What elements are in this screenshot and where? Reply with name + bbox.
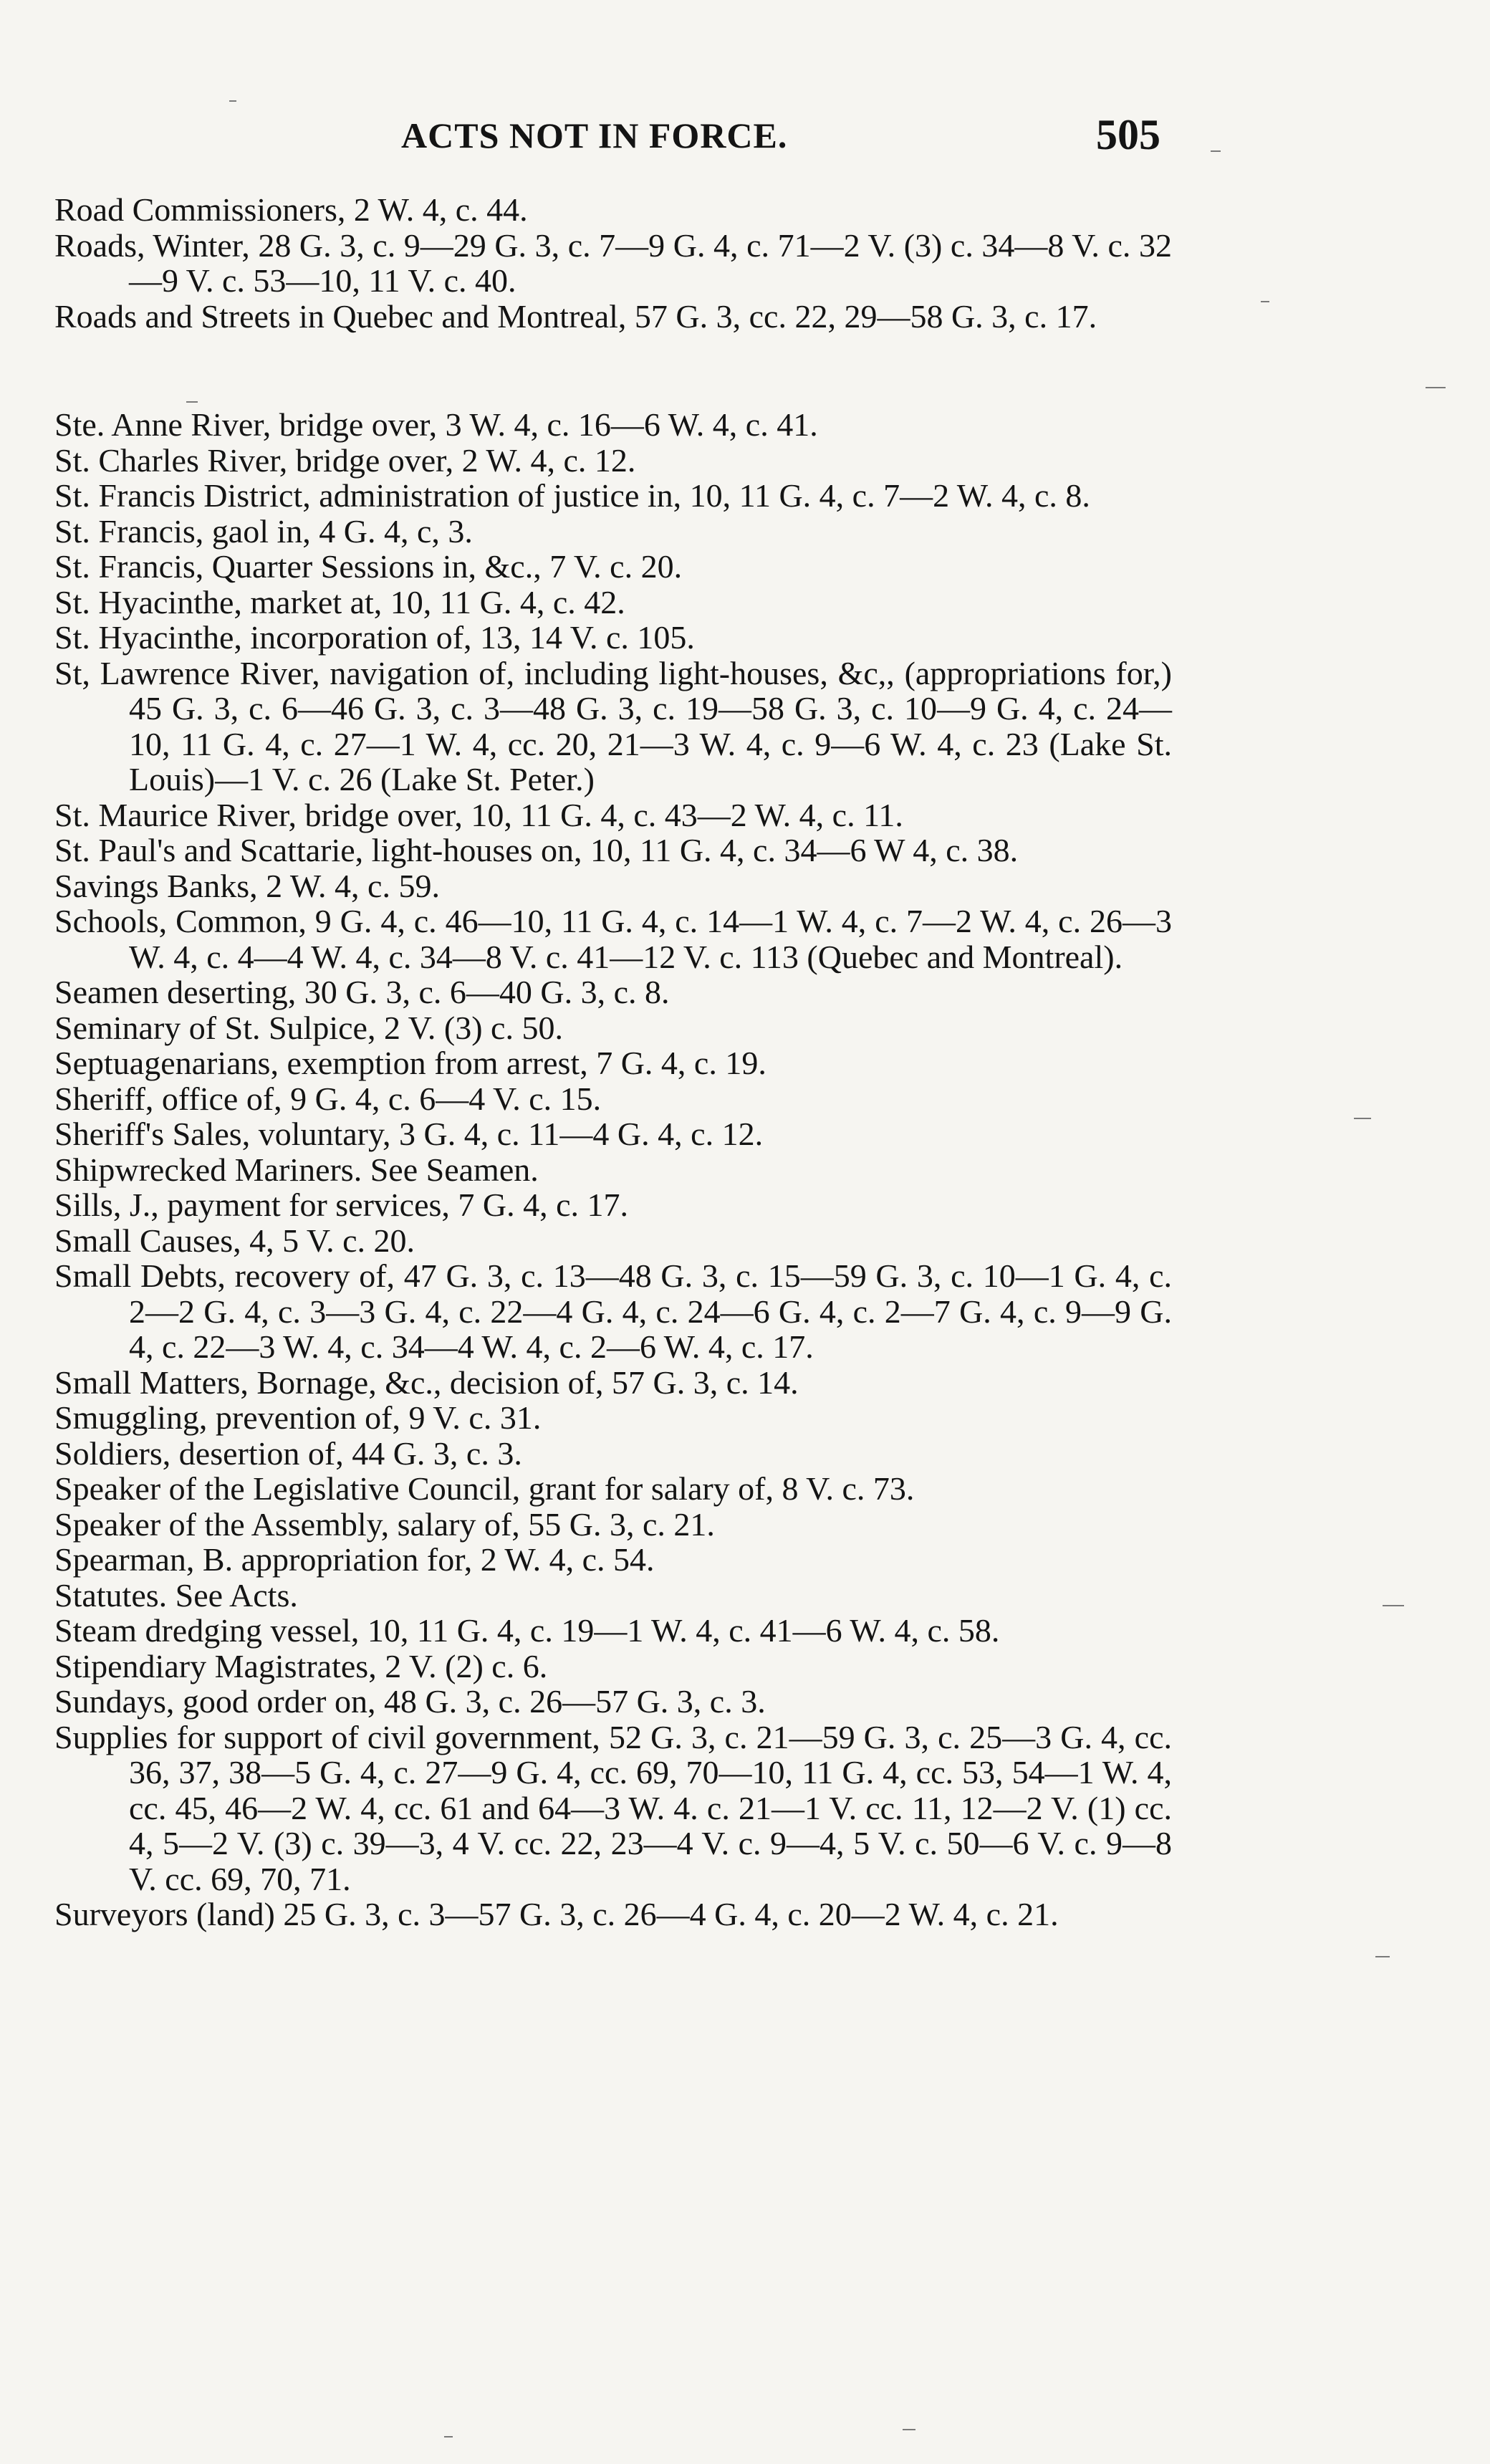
index-entry: St, Lawrence River, navigation of, including light-houses, &c,, (appropriations for,) 45 G. 3, c. 6—46 G. 3, c. 3—48 G. 3, c. 19—58 G. 3, c. 10—9 G. 4, c. 24—10, 11 G. 4, c. 27—1 W. 4, cc. 20, 21—3 W. 4, c. 9—6 W. 4, c. 23 (Lake St. Louis)—1 V. c. 26 (Lake St. Peter.) — [54, 654, 1172, 797]
index-entry: St. Hyacinthe, market at, 10, 11 G. 4, c. 42. — [54, 583, 625, 620]
index-entry: Small Debts, recovery of, 47 G. 3, c. 13—48 G. 3, c. 15—59 G. 3, c. 10—1 G. 4, c. 2—2 G. 4, c. 3—3 G. 4, c. 22—4 G. 4, c. 24—6 G. 4, c. 2—7 G. 4, c. 9—9 G. 4, c. 22—3 W. 4, c. 34—4 W. 4, c. 2—6 W. 4, c. 17. — [54, 1257, 1172, 1365]
index-entry: St. Francis, Quarter Sessions in, &c., 7 V. c. 20. — [54, 548, 683, 585]
index-entry: Septuagenarians, exemption from arrest, 7 G. 4, c. 19. — [54, 1045, 766, 1081]
index-entry: Sheriff, office of, 9 G. 4, c. 6—4 V. c. 15. — [54, 1080, 602, 1117]
index-entry: Sundays, good order on, 48 G. 3, c. 26—57 G. 3, c. 3. — [54, 1683, 766, 1720]
index-entry: St. Francis, gaol in, 4 G. 4, c, 3. — [54, 512, 473, 550]
index-entry: St. Francis District, administration of justice in, 10, 11 G. 4, c. 7—2 W. 4, c. 8. — [54, 477, 1090, 514]
index-entry: St. Paul's and Scattarie, light-houses on, 10, 11 G. 4, c. 34—6 W 4, c. 38. — [54, 832, 1019, 868]
index-entry: Surveyors (land) 25 G. 3, c. 3—57 G. 3, c. 26—4 G. 4, c. 20—2 W. 4, c. 21. — [54, 1896, 1059, 1932]
page-header — [0, 111, 1490, 172]
index-entry: Stipendiary Magistrates, 2 V. (2) c. 6. — [54, 1647, 548, 1684]
index-entry: Ste. Anne River, bridge over, 3 W. 4, c. 16—6 W. 4, c. 41. — [54, 406, 818, 443]
index-entry: Sills, J., payment for services, 7 G. 4, c. 17. — [54, 1187, 629, 1223]
index-entry: Savings Banks, 2 W. 4, c. 59. — [54, 867, 440, 904]
index-entry: Speaker of the Assembly, salary of, 55 G. 3, c. 21. — [54, 1505, 715, 1543]
index-entry: Schools, Common, 9 G. 4, c. 46—10, 11 G. 4, c. 14—1 W. 4, c. 7—2 W. 4, c. 26—3 W. 4, c. 4—4 W. 4, c. 34—8 V. c. 41—12 V. c. 113 (Quebec and Montreal). — [54, 903, 1172, 975]
index-entry: Seminary of St. Sulpice, 2 V. (3) c. 50. — [54, 1009, 563, 1046]
running-title: ACTS NOT IN FORCE. — [401, 115, 788, 155]
index-entry: Small Matters, Bornage, &c., decision of, 57 G. 3, c. 14. — [54, 1363, 799, 1401]
index-entry: Road Commissioners, 2 W. 4, c. 44. — [54, 191, 528, 228]
index-entry: Speaker of the Legislative Council, grant for salary of, 8 V. c. 73. — [54, 1470, 915, 1507]
index-entry: Shipwrecked Mariners. See Seamen. — [54, 1151, 539, 1188]
index-entry: Supplies for support of civil government, 52 G. 3, c. 21—59 G. 3, c. 25—3 G. 4, cc. 36, 37, 38—5 G. 4, c. 27—9 G. 4, cc. 69, 70—10, 11 G. 4, cc. 53, 54—1 W. 4, cc. 45, 46—2 W. 4, cc. 61 and 64—3 W. 4. c. 21—1 V. cc. 11, 12—2 V. (1) cc. 4, 5—2 V. (3) c. 39—3, 4 V. cc. 22, 23—4 V. c. 9—4, 5 V. c. 50—6 V. c. 9—8 V. cc. 69, 70, 71. — [54, 1718, 1172, 1897]
index-entry: Soldiers, desertion of, 44 G. 3, c. 3. — [54, 1434, 522, 1472]
page-number: 505 — [1096, 111, 1160, 158]
index-entry: Sheriff's Sales, voluntary, 3 G. 4, c. 11—4 G. 4, c. 12. — [54, 1116, 764, 1152]
index-entry: St. Maurice River, bridge over, 10, 11 G. 4, c. 43—2 W. 4, c. 11. — [54, 796, 903, 833]
index-entry: Seamen deserting, 30 G. 3, c. 6—40 G. 3, c. 8. — [54, 974, 670, 1010]
index-entry: Roads, Winter, 28 G. 3, c. 9—29 G. 3, c. 7—9 G. 4, c. 71—2 V. (3) c. 34—8 V. c. 32—9 V. c. 53—10, 11 V. c. 40. — [54, 226, 1172, 299]
index-entry: St. Charles River, bridge over, 2 W. 4, c. 12. — [54, 441, 636, 479]
index-entry: Roads and Streets in Quebec and Montreal, 57 G. 3, cc. 22, 29—58 G. 3, c. 17. — [54, 297, 1097, 335]
index-entry: Steam dredging vessel, 10, 11 G. 4, c. 19—1 W. 4, c. 41—6 W. 4, c. 58. — [54, 1612, 1000, 1649]
section-gap — [54, 334, 1172, 407]
index-entry: Spearman, B. appropriation for, 2 W. 4, c. 54. — [54, 1541, 655, 1578]
index-entry: Smuggling, prevention of, 9 V. c. 31. — [54, 1399, 542, 1436]
index-entry: Statutes. See Acts. — [54, 1576, 298, 1614]
index-entries — [54, 192, 1172, 1932]
index-entry: Small Causes, 4, 5 V. c. 20. — [54, 1222, 415, 1259]
index-entry: St. Hyacinthe, incorporation of, 13, 14 V. c. 105. — [54, 619, 695, 656]
